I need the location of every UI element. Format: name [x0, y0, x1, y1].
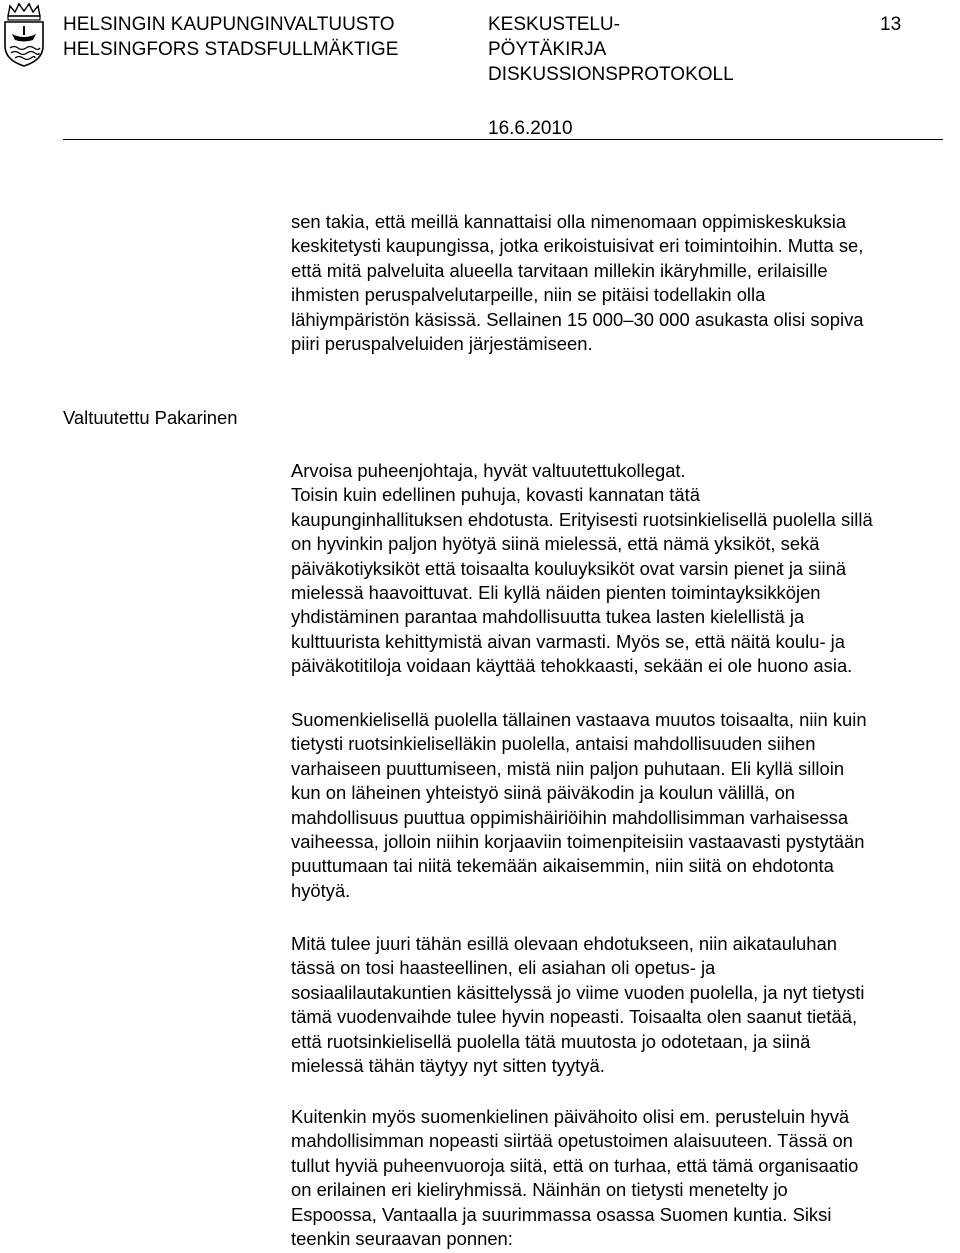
paragraph — [291, 1105, 959, 1251]
text-line: että mitä palveluita alueella tarvitaan millekin ikäryhmille, erilaisille — [291, 259, 828, 281]
text-line: puuttumaan tai niitä tekemään aikaisemmin, niin siitä on ehdotonta — [291, 855, 834, 877]
paragraph — [291, 932, 959, 1078]
page-header — [0, 0, 960, 140]
text-line: tullut hyviä puheenvuoroja siitä, että on turhaa, että tämä organisaatio — [291, 1154, 859, 1176]
organization-name — [63, 12, 398, 62]
paragraph — [291, 210, 959, 356]
text-line: että ruotsinkielisellä puolella tätä muutosta jo odotetaan, ja siinä — [291, 1030, 811, 1052]
helsinki-coat-of-arms-icon — [2, 2, 46, 68]
text-line: Mitä tulee juuri tähän esillä olevaan ehdotukseen, niin aikatauluhan — [291, 933, 837, 954]
doctype-line-3: DISKUSSIONSPROTOKOLL — [488, 64, 734, 85]
text-line: on erilainen eri kieliryhmissä. Näinhän on tietysti menetelty jo — [291, 1179, 788, 1201]
text-line: sen takia, että meillä kannattaisi olla nimenomaan oppimiskeskuksia — [291, 211, 847, 232]
text-line: lähiympäristön käsissä. Sellainen 15 000–30 000 asukasta olisi sopiva — [291, 308, 864, 330]
document-date: 16.6.2010 — [488, 118, 573, 139]
text-line: keskitetysti kaupungissa, jotka erikoistuisivat eri toimintoihin. Mutta se, — [291, 235, 864, 257]
text-line: on hyvinkin paljon hyötyä siinä mielessä, että nämä yksiköt, sekä — [291, 533, 820, 555]
page-number: 13 — [880, 14, 902, 35]
text-line: mahdollisuus puuttua oppimishäiriöihin mahdollisimman varhaisessa — [291, 806, 849, 828]
text-line: kun on läheinen yhteistyö siinä päiväkodin ja koulun välillä, on — [291, 782, 796, 804]
text-line: yhdistäminen parantaa mahdollisuutta tukea lasten kielellistä ja — [291, 606, 805, 628]
speaker-name: Valtuutettu Pakarinen — [63, 407, 238, 428]
document-type — [488, 12, 734, 87]
doctype-line-1: KESKUSTELU- — [488, 14, 620, 35]
text-line: Suomenkielisellä puolella tällainen vastaava muutos toisaalta, niin kuin — [291, 709, 867, 730]
paragraph — [291, 708, 959, 903]
text-line: mielessä tähän täytyy nyt sitten tyytyä. — [291, 1055, 605, 1077]
text-line: sosiaalilautakuntien käsittelyssä jo viime vuoden puolella, ja nyt tietysti — [291, 981, 865, 1003]
text-line: Espoossa, Vantaalla ja suurimmassa osassa Suomen kuntia. Siksi — [291, 1203, 832, 1225]
paragraph — [291, 459, 959, 679]
org-name-swedish: HELSINGFORS STADSFULLMÄKTIGE — [63, 39, 399, 60]
text-line: päiväkotitiloja voidaan käyttää tehokkaasti, sekään ei ole huono asia. — [291, 655, 853, 677]
text-line: kulttuurista kehittymistä aivan varmasti. Myös se, että näitä koulu- ja — [291, 630, 845, 652]
text-line: tämä vuodenvaihde tulee hyvin nopeasti. Toisaalta olen saanut tietää, — [291, 1006, 858, 1028]
text-line: tietysti ruotsinkieliselläkin puolella, antaisi mahdollisuuden siihen — [291, 733, 816, 755]
text-line: Kuitenkin myös suomenkielinen päivähoito olisi em. perusteluin hyvä — [291, 1106, 850, 1127]
text-line: teenkin seuraavan ponnen: — [291, 1228, 513, 1250]
text-line: mielessä haavoittuvat. Eli kyllä näiden pienten toimintayksikköjen — [291, 582, 821, 604]
doctype-line-2: PÖYTÄKIRJA — [488, 39, 607, 60]
text-line: mahdollisimman nopeasti siirtää opetustoimen alaisuuteen. Tässä on — [291, 1130, 853, 1152]
text-line: hyötyä. — [291, 879, 351, 901]
text-line: vaiheessa, jolloin niihin korjaaviin toimenpiteisiin vastaavasti pystytään — [291, 831, 865, 853]
text-line: Toisin kuin edellinen puhuja, kovasti kannatan tätä — [291, 484, 700, 506]
header-divider — [63, 139, 943, 140]
text-line: Arvoisa puheenjohtaja, hyvät valtuutettukollegat. — [291, 460, 686, 481]
text-line: kaupunginhallituksen ehdotusta. Erityisesti ruotsinkielisellä puolella sillä — [291, 508, 873, 530]
text-line: piiri peruspalveluiden järjestämiseen. — [291, 333, 593, 355]
text-line: varhaiseen puuttumiseen, mistä niin paljon puhutaan. Eli kyllä silloin — [291, 757, 845, 779]
text-line: päiväkotiyksiköt että toisaalta kouluyksiköt ovat varsin pienet ja siinä — [291, 557, 847, 579]
org-name-finnish: HELSINGIN KAUPUNGINVALTUUSTO — [63, 14, 395, 35]
text-line: tässä on tosi haasteellinen, eli asiahan oli opetus- ja — [291, 957, 716, 979]
text-line: ihmisten peruspalvelutarpeille, niin se pitäisi todellakin olla — [291, 284, 766, 306]
